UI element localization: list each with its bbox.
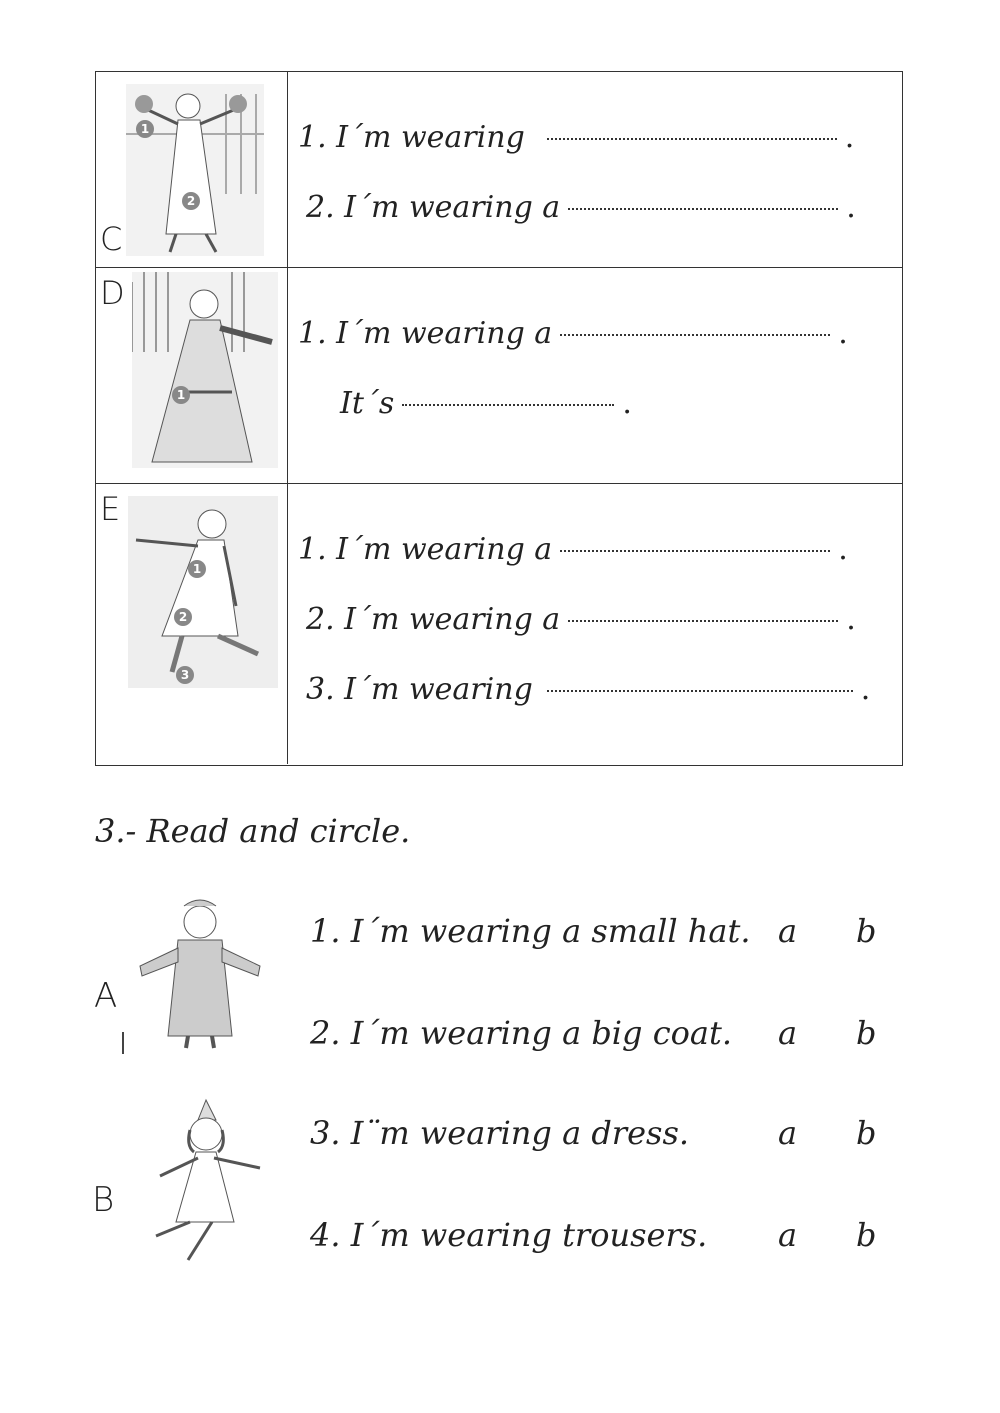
sentence-line: 1. I´m wearing a . xyxy=(298,316,848,351)
image-cell xyxy=(96,268,288,483)
sentence-line: 2. I´m wearing a . xyxy=(306,602,856,637)
option-a[interactable]: a xyxy=(778,912,798,950)
number-badge: 1 xyxy=(188,560,206,578)
sentence-line: 1. I´m wearing . xyxy=(298,120,855,155)
option-b[interactable]: b xyxy=(856,1014,877,1052)
number-badge: 3 xyxy=(176,666,194,684)
sentence-line: 3. I´m wearing . xyxy=(306,672,871,707)
answer-blank[interactable] xyxy=(568,208,838,210)
option-a[interactable]: a xyxy=(778,1216,798,1254)
sentence-1: 1. I´m wearing a small hat. xyxy=(310,912,751,950)
exercise-table xyxy=(95,71,903,766)
option-b[interactable]: b xyxy=(856,1114,877,1152)
number-badge: 1 xyxy=(136,120,154,138)
sentence-line: 2. I´m wearing a . xyxy=(306,190,856,225)
girl-gloves-illustration xyxy=(126,84,264,256)
boy-coat-illustration xyxy=(132,272,278,468)
number-badge: 1 xyxy=(172,386,190,404)
option-a[interactable]: a xyxy=(778,1114,798,1152)
figure-label-b: B xyxy=(92,1180,115,1220)
answer-blank[interactable] xyxy=(560,334,830,336)
sentence-4: 4. I´m wearing trousers. xyxy=(310,1216,708,1254)
row-letter: D xyxy=(100,274,125,312)
row-d xyxy=(96,268,902,484)
row-c xyxy=(96,72,902,268)
girl-party-dress-illustration xyxy=(146,1096,270,1266)
sentence-2: 2. I´m wearing a big coat. xyxy=(310,1014,732,1052)
sentence-line: It´s . xyxy=(340,386,632,421)
number-badge: 2 xyxy=(182,192,200,210)
boy-big-coat-illustration xyxy=(138,896,262,1052)
option-b[interactable]: b xyxy=(856,912,877,950)
option-a[interactable]: a xyxy=(778,1014,798,1052)
row-e xyxy=(96,484,902,764)
row-letter: C xyxy=(100,220,123,258)
answer-blank[interactable] xyxy=(560,550,830,552)
sentence-line: 1. I´m wearing a . xyxy=(298,532,848,567)
section-heading: 3.- Read and circle. xyxy=(95,812,411,850)
girl-dress-illustration xyxy=(128,496,278,688)
answer-blank[interactable] xyxy=(547,138,837,140)
option-b[interactable]: b xyxy=(856,1216,877,1254)
answer-blank[interactable] xyxy=(547,690,853,692)
answer-blank[interactable] xyxy=(402,404,614,406)
figure-label-a: A xyxy=(94,976,118,1016)
answer-blank[interactable] xyxy=(568,620,838,622)
sentence-3: 3. I¨m wearing a dress. xyxy=(310,1114,690,1152)
row-letter: E xyxy=(100,490,121,528)
number-badge: 2 xyxy=(174,608,192,626)
image-cell xyxy=(96,484,288,764)
image-cell xyxy=(96,72,288,267)
stray-mark xyxy=(122,1032,124,1054)
